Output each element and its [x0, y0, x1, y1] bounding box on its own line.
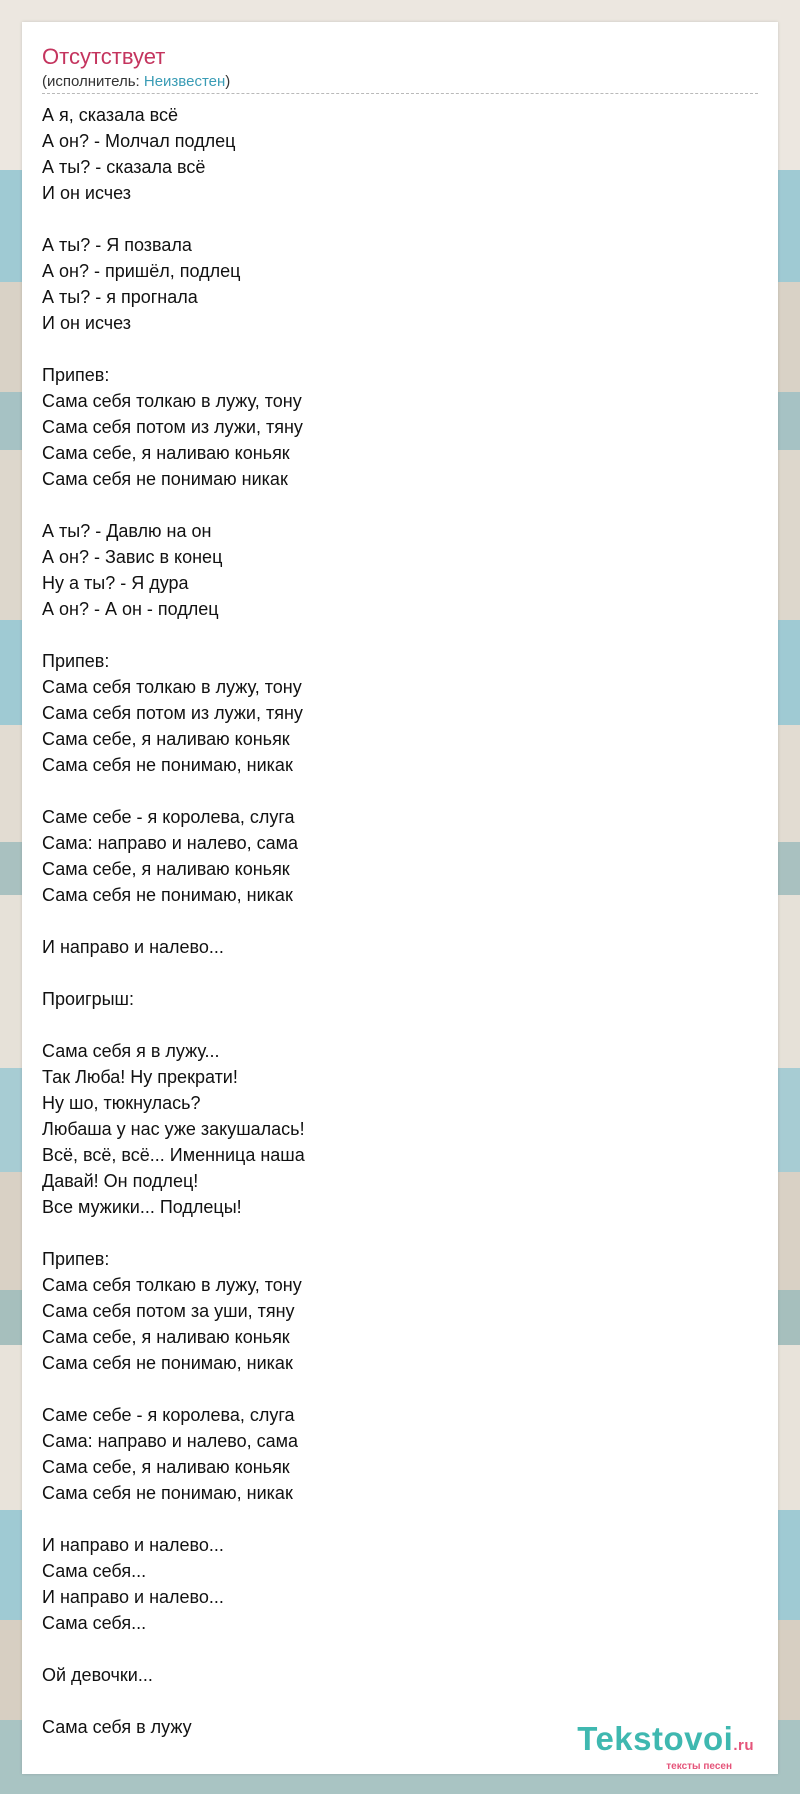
lyric-line [42, 206, 742, 232]
lyric-line [42, 960, 742, 986]
lyric-line: Сама: направо и налево, сама [42, 1431, 298, 1451]
lyric-line [42, 1376, 742, 1402]
lyric-line [42, 1636, 742, 1662]
lyric-line: Сама себя потом за уши, тяну [42, 1301, 295, 1321]
lyric-line: А он? - пришёл, подлец [42, 261, 241, 281]
lyric-line: Сама себе, я наливаю коньяк [42, 1457, 290, 1477]
lyric-line: Сама себя толкаю в лужу, тону [42, 391, 302, 411]
lyric-line: Сама себя потом из лужи, тяну [42, 417, 303, 437]
lyric-line [42, 908, 742, 934]
lyric-line: Сама себя не понимаю никак [42, 469, 288, 489]
lyric-line: А ты? - сказала всё [42, 157, 206, 177]
lyric-line [42, 1688, 742, 1714]
lyric-line [42, 1506, 742, 1532]
site-logo[interactable] [577, 1720, 754, 1773]
lyric-line: Ну шо, тюкнулась? [42, 1093, 201, 1113]
lyric-line: А ты? - я прогнала [42, 287, 198, 307]
lyric-line: Всё, всё, всё... Именница наша [42, 1145, 305, 1165]
lyrics-card [22, 22, 778, 1774]
lyric-line: И направо и налево... [42, 1587, 224, 1607]
artist-suffix: ) [225, 73, 231, 90]
lyric-line: И он исчез [42, 313, 131, 333]
lyric-line: Сама себя не понимаю, никак [42, 1483, 293, 1503]
lyric-line: Сама себя не понимаю, никак [42, 755, 293, 775]
lyric-line: Любаша у нас уже закушалась! [42, 1119, 305, 1139]
artist-line [42, 73, 230, 90]
logo-name: Tekstovoi [577, 1720, 734, 1757]
lyric-line: Сама себя... [42, 1613, 147, 1633]
lyric-line: Сама себя толкаю в лужу, тону [42, 677, 302, 697]
lyric-line: Сама себя я в лужу... [42, 1041, 220, 1061]
lyric-line: Проигрыш: [42, 989, 134, 1009]
lyric-line: И направо и налево... [42, 1535, 224, 1555]
artist-prefix: (исполнитель: [42, 73, 144, 90]
lyric-line: Саме себе - я королева, слуга [42, 1405, 295, 1425]
lyric-line: А он? - Молчал подлец [42, 131, 236, 151]
lyric-line: Ну а ты? - Я дура [42, 573, 189, 593]
lyric-line: Сама себя толкаю в лужу, тону [42, 1275, 302, 1295]
lyric-line [42, 492, 742, 518]
logo-tagline: тексты песен [666, 1761, 732, 1772]
artist-link[interactable]: Неизвестен [143, 73, 226, 90]
lyric-line: Припев: [42, 651, 110, 671]
logo-tld: .ru [733, 1737, 754, 1754]
lyric-line: А ты? - Давлю на он [42, 521, 212, 541]
lyric-line [42, 336, 742, 362]
lyrics-text [42, 102, 742, 1740]
lyric-line: А он? - Завис в конец [42, 547, 223, 567]
lyric-line [42, 778, 742, 804]
lyric-line: И он исчез [42, 183, 131, 203]
lyric-line: Давай! Он подлец! [42, 1171, 199, 1191]
lyric-line: Припев: [42, 1249, 110, 1269]
lyric-line: Так Люба! Ну прекрати! [42, 1067, 238, 1087]
lyric-line: Сама себя потом из лужи, тяну [42, 703, 303, 723]
lyric-line [42, 1220, 742, 1246]
lyric-line: А я, сказала всё [42, 105, 178, 125]
dashed-divider [42, 93, 758, 94]
lyric-line: Сама себя не понимаю, никак [42, 1353, 293, 1373]
lyric-line: Припев: [42, 365, 110, 385]
lyric-line: Ой девочки... [42, 1665, 153, 1685]
lyric-line: А он? - А он - подлец [42, 599, 219, 619]
lyric-line: Сама себе, я наливаю коньяк [42, 859, 290, 879]
lyric-line: Сама: направо и налево, сама [42, 833, 298, 853]
lyric-line [42, 1012, 742, 1038]
lyric-line: Сама себе, я наливаю коньяк [42, 443, 290, 463]
lyric-line: Все мужики... Подлецы! [42, 1197, 242, 1217]
lyric-line: И направо и налево... [42, 937, 224, 957]
lyric-line: Саме себе - я королева, слуга [42, 807, 295, 827]
lyric-line [42, 622, 742, 648]
lyric-line: Сама себе, я наливаю коньяк [42, 1327, 290, 1347]
lyric-line: Сама себя не понимаю, никак [42, 885, 293, 905]
lyric-line: Сама себе, я наливаю коньяк [42, 729, 290, 749]
song-title: Отсутствует [42, 44, 166, 69]
lyric-line: Сама себя... [42, 1561, 147, 1581]
lyric-line: Сама себя в лужу [42, 1717, 192, 1737]
lyric-line: А ты? - Я позвала [42, 235, 192, 255]
